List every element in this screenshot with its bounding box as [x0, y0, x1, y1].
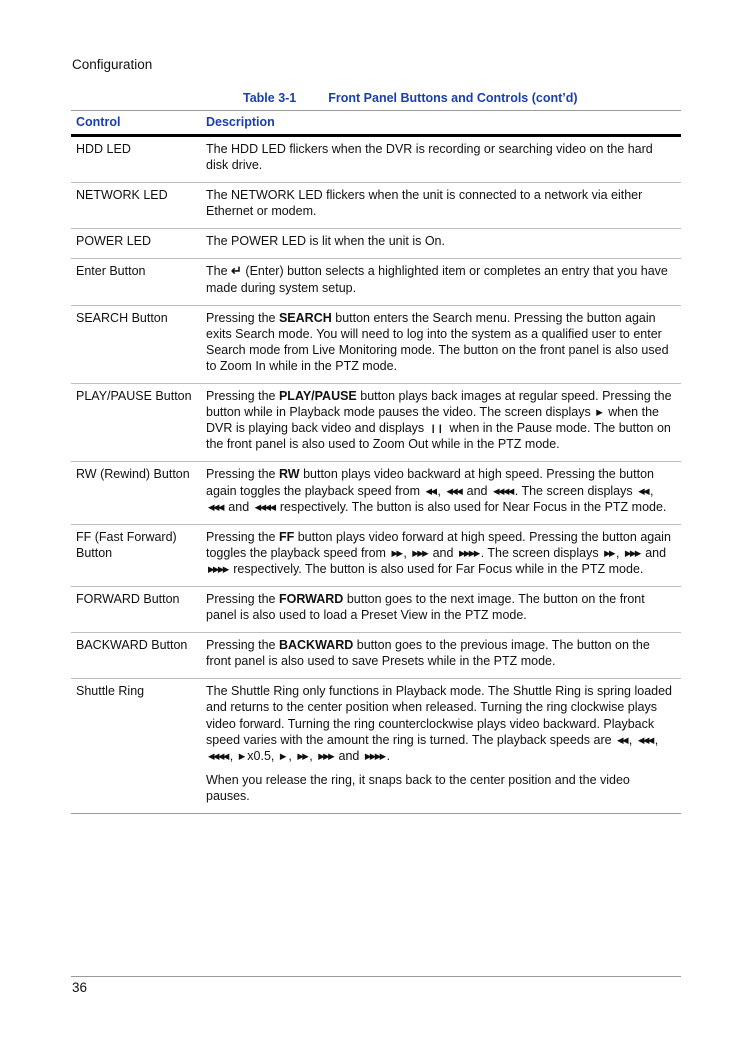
table-row [71, 524, 681, 586]
footer-rule [71, 976, 681, 977]
rewind-4x-icon: ◀◀◀◀ [254, 501, 275, 512]
table-row [71, 183, 681, 229]
control-cell: PLAY/PAUSE Button [71, 384, 201, 462]
control-cell: FORWARD Button [71, 586, 201, 632]
description-cell: The ↵ (Enter) button selects a highlighted item or completes an entry that you have made during system setup. [201, 259, 681, 305]
control-cell: SEARCH Button [71, 305, 201, 383]
fast-forward-2x-icon: ▶▶ [297, 750, 308, 761]
description-cell: Pressing the SEARCH button enters the Search menu. Pressing the button again exits Search mode. You will need to log into the system as a qualified user to enter Search mode from Live Monitoring mode. The button on the front panel is also used to Zoom In while in the PTZ mode. [201, 305, 681, 383]
control-cell: FF (Fast Forward) Button [71, 524, 201, 586]
description-cell: Pressing the BACKWARD button goes to the previous image. The button on the front panel is also used to save Presets while in the PTZ mode. [201, 633, 681, 679]
column-header-control: Control [76, 115, 121, 129]
description-cell: Pressing the FORWARD button goes to the next image. The button on the front panel is also used to load a Preset View in the PTZ mode. [201, 586, 681, 632]
rewind-4x-icon: ◀◀◀◀ [493, 485, 513, 496]
rewind-2x-icon: ◀◀ [425, 485, 436, 496]
table-row [71, 633, 681, 679]
table-row [71, 586, 681, 632]
shuttle-speeds-paragraph: The Shuttle Ring only functions in Playback mode. The Shuttle Ring is spring loaded and returns to the center position when released. Turning the ring clockwise plays video forward. Turning the ring counterclockwise plays video backward. Playback speed varies with the amount the ring is turned. The playback speeds are ◀◀ , ◀◀◀ , ◀◀◀◀ , ▶ x0.5, ▶ , ▶▶ , ▶▶▶ and ▶▶▶▶ . [206, 684, 673, 763]
description-cell [201, 679, 681, 814]
table-caption [243, 91, 578, 105]
control-cell: NETWORK LED [71, 183, 201, 229]
enter-icon: ↵ [231, 263, 242, 279]
page-number: 36 [72, 980, 88, 995]
table-number: Table 3-1 [243, 91, 297, 105]
table-row [71, 305, 681, 383]
rewind-2x-icon: ◀◀ [617, 734, 627, 745]
rewind-3x-icon: ◀◀◀ [446, 485, 462, 496]
table-row [71, 259, 681, 305]
description-cell: Pressing the PLAY/PAUSE button plays back images at regular speed. Pressing the button while in Playback mode pauses the video. The screen displays ▶ when the DVR is playing back video and displays ❙❙ when in the Pause mode. The button on the front panel is also used to Zoom Out while in the PTZ mode. [201, 384, 681, 462]
control-cell: BACKWARD Button [71, 633, 201, 679]
rewind-4x-icon: ◀◀◀◀ [208, 750, 228, 761]
play-icon: ▶ [279, 750, 287, 761]
description-cell: The POWER LED is lit when the unit is On. [201, 229, 681, 259]
description-cell: Pressing the RW button plays video backward at high speed. Pressing the button again toggles the playback speed from ◀◀ , ◀◀◀ and ◀◀◀◀ . The screen displays ◀◀ , ◀◀◀ and ◀◀◀◀ respectively. The button is also used for Near Focus in the PTZ mode. [201, 462, 681, 524]
control-cell: POWER LED [71, 229, 201, 259]
rewind-3x-icon: ◀◀◀ [637, 734, 653, 745]
rewind-2x-icon: ◀◀ [638, 485, 648, 496]
shuttle-release-paragraph: When you release the ring, it snaps back to the center position and the video pauses. [206, 772, 630, 803]
column-header-description: Description [206, 115, 275, 129]
pause-icon: ❙❙ [429, 423, 444, 434]
fast-forward-3x-icon: ▶▶▶ [318, 750, 334, 761]
table-row [71, 462, 681, 524]
play-icon: ▶ [596, 407, 603, 418]
table-top-rule [71, 110, 681, 111]
table-row [71, 384, 681, 462]
table-row [71, 679, 681, 814]
control-cell: Enter Button [71, 259, 201, 305]
description-cell: The HDD LED flickers when the DVR is recording or searching video on the hard disk drive. [201, 137, 681, 183]
fast-forward-4x-icon: ▶▶▶▶ [208, 563, 228, 574]
fast-forward-3x-icon: ▶▶▶ [624, 547, 640, 558]
control-cell: RW (Rewind) Button [71, 462, 201, 524]
description-cell: The NETWORK LED flickers when the unit is connected to a network via either Ethernet or modem. [201, 183, 681, 229]
table-row [71, 137, 681, 183]
play-icon: ▶ [238, 750, 246, 761]
controls-table [71, 137, 681, 814]
fast-forward-3x-icon: ▶▶▶ [412, 547, 428, 558]
description-cell: Pressing the FF button plays video forward at high speed. Pressing the button again toggles the playback speed from ▶▶ , ▶▶▶ and ▶▶▶▶ . The screen displays ▶▶ , ▶▶▶ and ▶▶▶▶ respectively. The button is also used for Far Focus while in the PTZ mode. [201, 524, 681, 586]
fast-forward-2x-icon: ▶▶ [391, 547, 402, 558]
fast-forward-4x-icon: ▶▶▶▶ [364, 750, 385, 761]
section-header: Configuration [72, 57, 153, 72]
rewind-3x-icon: ◀◀◀ [208, 501, 223, 512]
control-cell: Shuttle Ring [71, 679, 201, 814]
table-title: Front Panel Buttons and Controls (cont’d) [328, 91, 578, 105]
control-cell: HDD LED [71, 137, 201, 183]
fast-forward-4x-icon: ▶▶▶▶ [458, 547, 479, 558]
fast-forward-2x-icon: ▶▶ [604, 547, 614, 558]
table-row [71, 229, 681, 259]
